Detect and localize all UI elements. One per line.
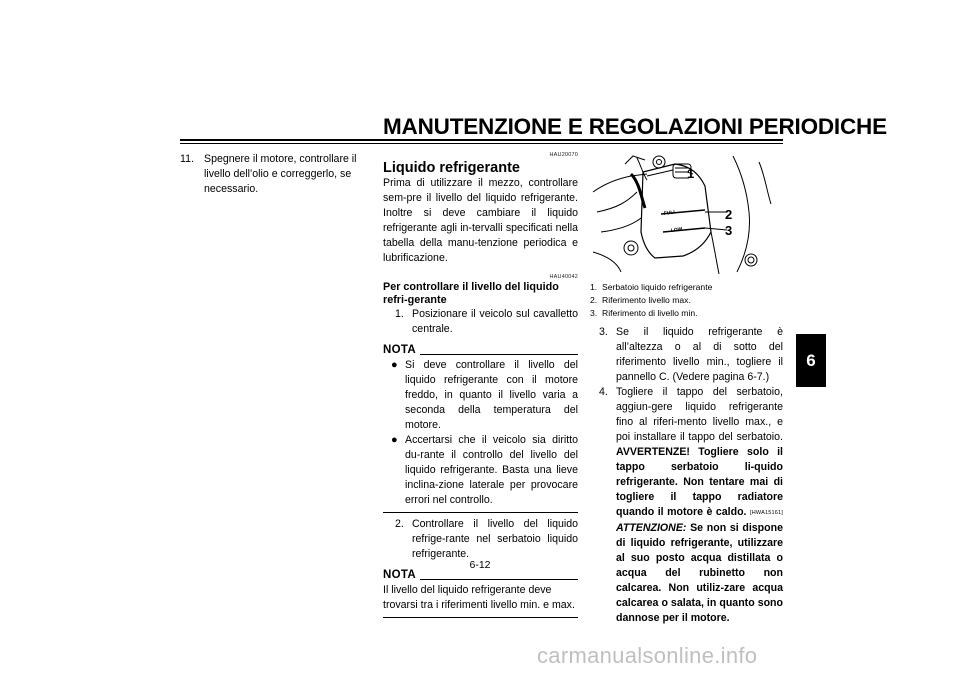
caption-number: 3. xyxy=(590,308,598,318)
warning-label: AVVERTENZE! xyxy=(616,446,690,458)
reference-code: HAU40042 xyxy=(549,274,578,280)
caption-item xyxy=(590,281,790,294)
caption-number: 1. xyxy=(590,282,598,292)
caption-number: 2. xyxy=(590,295,598,305)
step-text: Togliere il tappo del serbatoio, aggiun-gere liquido refrigerante fino al riferi-mento livello max., e poi installare il tappo del serbatoio. xyxy=(616,386,783,443)
bullet-text: Accertarsi che il veicolo sia diritto du-rante il controllo del livello del liquido refrigerante. Basta una lieve inclina-zione laterale per provocare errori nel controllo. xyxy=(405,434,578,506)
note-end-rule xyxy=(383,617,578,618)
caption-item xyxy=(590,294,790,307)
attention-text: Se non si dispone di liquido refrigerante, utilizzare al suo posto acqua distillata o acqua del rubinetto non calcarea. Non utiliz-zare acqua calcarea o salata, in quanto sono dannose per il motore. xyxy=(616,522,783,624)
column-1 xyxy=(180,152,375,197)
bullet-icon: ● xyxy=(391,359,398,371)
step-2 xyxy=(383,517,578,562)
header-rule-thin xyxy=(180,143,783,144)
step-3 xyxy=(587,325,783,385)
figure-captions xyxy=(590,281,790,320)
warning-text: Togliere solo il tappo serbatoio li-quido refrigerante. Non tentare mai di togliere il tappo radiatore quando il motore è caldo. xyxy=(616,446,783,518)
page-number: 6-12 xyxy=(469,559,491,571)
step-number: 11. xyxy=(180,153,194,165)
attention-label: ATTENZIONE: xyxy=(616,522,687,534)
note-label: NOTA xyxy=(383,344,416,356)
step-1 xyxy=(383,307,578,337)
step-text-block xyxy=(616,385,783,626)
callout-2: 2 xyxy=(725,207,733,222)
bullet-icon: ● xyxy=(391,434,398,446)
full-mark: FULL xyxy=(663,209,677,217)
caption-item xyxy=(590,307,790,320)
low-mark: LOW xyxy=(670,226,683,234)
note-bullet xyxy=(383,358,578,433)
step-number: 4. xyxy=(599,386,608,398)
subsection-heading: Per controllare il livello del liquido refri-gerante xyxy=(383,281,559,306)
callout-1: 1 xyxy=(687,166,695,181)
header-rule xyxy=(180,139,783,141)
bullet-text: Si deve controllare il livello del liquido refrigerante con il motore freddo, in quanto il livello varia a seconda della temperatura del motore. xyxy=(405,359,578,431)
note-bullet xyxy=(383,433,578,508)
watermark: carmanualsonline.info xyxy=(537,643,758,668)
step-text: Se il liquido refrigerante è all’altezza o al di sotto del riferimento livello min., togliere il pannello C. (Vedere pagina 6-7.) xyxy=(616,326,783,383)
caption-text: Riferimento di livello min. xyxy=(602,308,698,318)
step-number: 3. xyxy=(599,326,608,338)
coolant-reservoir-figure xyxy=(587,152,783,278)
reference-code: HAU20070 xyxy=(549,152,578,158)
warning-code: [HWA15161] xyxy=(750,510,783,516)
column-3 xyxy=(587,325,783,626)
step-text: Spegnere il motore, controllare il livello dell’olio e correggerlo, se necessario. xyxy=(204,153,357,195)
caption-text: Serbatoio liquido refrigerante xyxy=(602,282,713,292)
note-text: Il livello del liquido refrigerante deve trovarsi tra i riferimenti livello min. e max. xyxy=(383,584,575,611)
step-number: 2. xyxy=(395,518,404,530)
page-title: MANUTENZIONE E REGOLAZIONI PERIODICHE xyxy=(383,114,887,139)
section-heading: Liquido refrigerante xyxy=(383,160,520,176)
step-number: 1. xyxy=(395,308,404,320)
step-text: Controllare il livello del liquido refrige-rante nel serbatoio liquido refrigerante. xyxy=(412,518,578,560)
step-text: Posizionare il veicolo sul cavalletto centrale. xyxy=(412,308,578,335)
coolant-reservoir-drawing xyxy=(587,152,783,278)
note-end-rule xyxy=(383,512,578,513)
step-11 xyxy=(180,152,375,197)
column-2 xyxy=(383,152,578,622)
note-label: NOTA xyxy=(383,569,416,581)
caption-text: Riferimento livello max. xyxy=(602,295,691,305)
note-header xyxy=(383,343,578,358)
note-rule xyxy=(420,354,578,355)
section-tab: 6 xyxy=(796,334,826,387)
step-4 xyxy=(587,385,783,626)
note-rule xyxy=(420,579,578,580)
callout-3: 3 xyxy=(725,223,733,238)
intro-paragraph: Prima di utilizzare il mezzo, controllare sem-pre il livello del liquido refrigerante. Inoltre si deve cambiare il liquido refrigerante agli in-tervalli specificati nella tabella della manu-tenzione periodica e lubrificazione. xyxy=(383,177,578,264)
